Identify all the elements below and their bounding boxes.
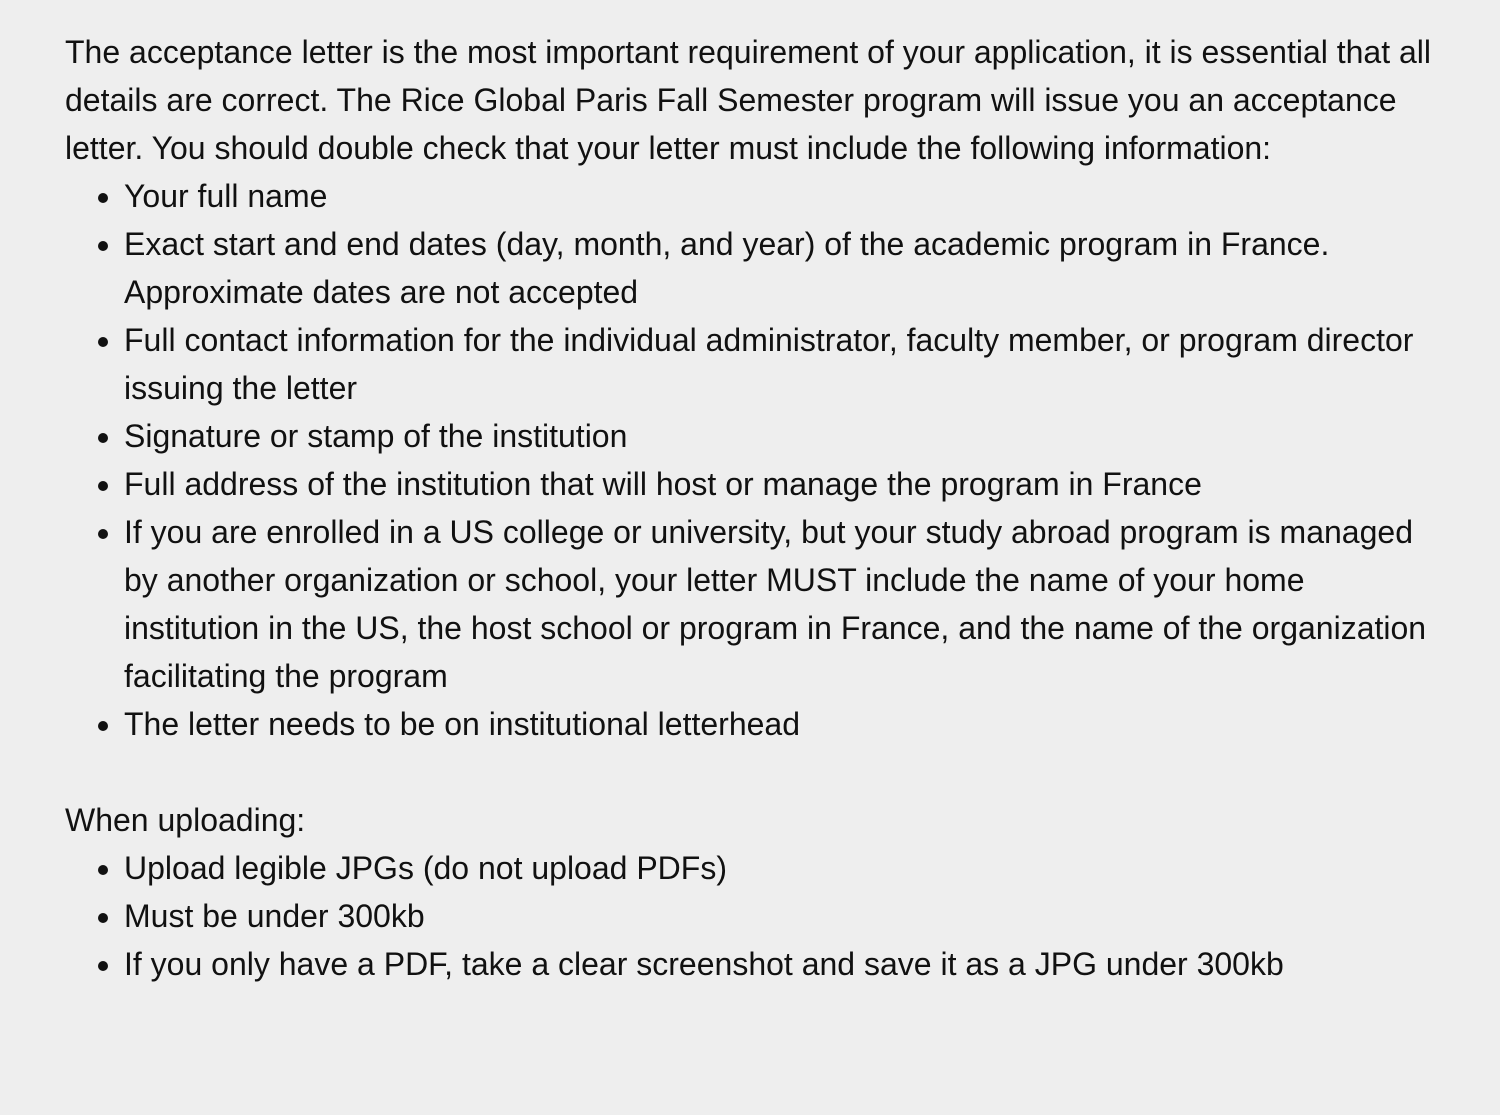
- list-item: The letter needs to be on institutional letterhead: [65, 700, 1445, 748]
- list-item: Full address of the institution that will host or manage the program in France: [65, 460, 1445, 508]
- list-item: If you only have a PDF, take a clear screenshot and save it as a JPG under 300kb: [65, 940, 1445, 988]
- list-item: Full contact information for the individual administrator, faculty member, or program director issuing the letter: [65, 316, 1445, 412]
- uploading-heading: When uploading:: [65, 802, 306, 838]
- list-item: Upload legible JPGs (do not upload PDFs): [65, 844, 1445, 892]
- intro-paragraph: The acceptance letter is the most important requirement of your application, it is essential that all details are correct. The Rice Global Paris Fall Semester program will issue you an acceptance letter. You should double check that your letter must include the following information:: [65, 34, 1432, 166]
- list-item: Signature or stamp of the institution: [65, 412, 1445, 460]
- uploading-rules-list: [65, 844, 1445, 988]
- list-item: If you are enrolled in a US college or university, but your study abroad program is managed by another organization or school, your letter MUST include the name of your home institution in the US, the host school or program in France, and the name of the organization facilitating the program: [65, 508, 1445, 700]
- requirements-list: [65, 172, 1445, 748]
- list-item: Must be under 300kb: [65, 892, 1445, 940]
- list-item: Your full name: [65, 172, 1445, 220]
- acceptance-letter-instructions: [65, 28, 1445, 988]
- list-item: Exact start and end dates (day, month, and year) of the academic program in France. Approximate dates are not accepted: [65, 220, 1445, 316]
- section-spacer: [65, 748, 1445, 796]
